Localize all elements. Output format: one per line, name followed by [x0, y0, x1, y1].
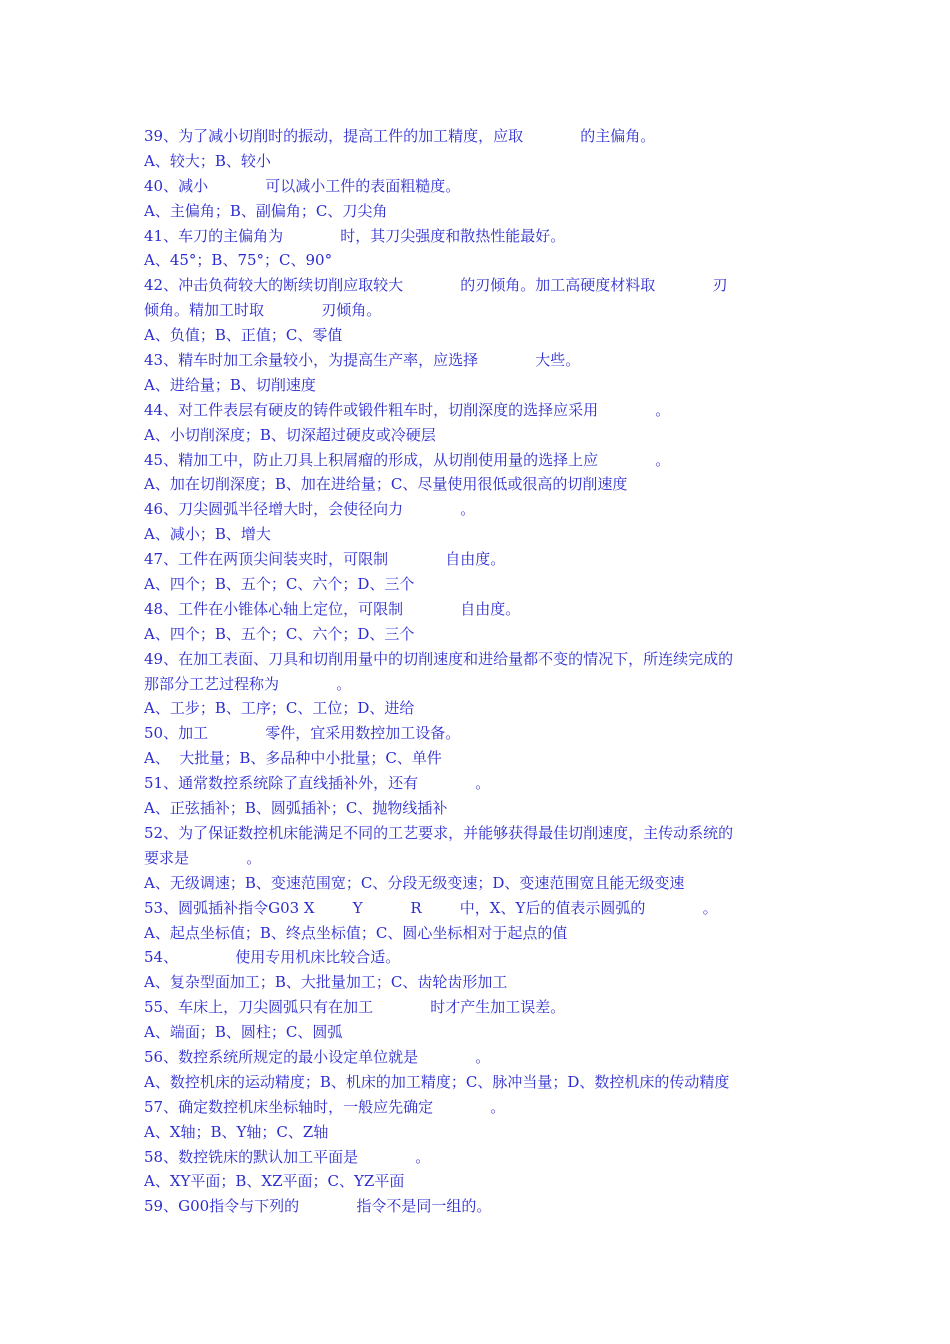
- question-56: 56、数控系统所规定的最小设定单位就是 。: [144, 1047, 491, 1066]
- options-39: A、较大；B、较小: [144, 151, 271, 170]
- options-53: A、起点坐标值；B、终点坐标值；C、圆心坐标相对于起点的值: [144, 923, 568, 942]
- question-59: 59、G00指令与下列的 指令不是同一组的。: [144, 1197, 492, 1216]
- question-46: 46、刀尖圆弧半径增大时，会使径向力 。: [144, 500, 476, 519]
- options-54: A、复杂型面加工；B、大批量加工；C、齿轮齿形加工: [144, 973, 508, 992]
- options-55: A、端面；B、圆柱；C、圆弧: [144, 1023, 343, 1042]
- options-45: A、加在切削深度；B、加在进给量；C、尽量使用很低或很高的切削速度: [144, 475, 628, 494]
- question-49-cont: 那部分工艺过程称为 。: [144, 674, 352, 693]
- question-42-cont: 倾角。精加工时取 刃倾角。: [144, 301, 382, 320]
- options-47: A、四个；B、五个；C、六个；D、三个: [144, 575, 415, 594]
- document-page: [144, 124, 804, 1219]
- question-50: 50、加工 零件，宜采用数控加工设备。: [144, 724, 461, 743]
- question-52-cont: 要求是 。: [144, 848, 262, 867]
- question-49: 49、在加工表面、刀具和切削用量中的切削速度和进给量都不变的情况下，所连续完成的: [144, 649, 734, 668]
- question-47: 47、工件在两顶尖间装夹时，可限制 自由度。: [144, 550, 506, 569]
- options-50: A、 大批量；B、多品种中小批量；C、单件: [144, 749, 442, 768]
- question-53: 53、圆弧插补指令G03 X Y R 中，X、Y后的值表示圆弧的 。: [144, 898, 718, 917]
- question-42: 42、冲击负荷较大的断续切削应取较大 的刃倾角。加工高硬度材料取 刃: [144, 276, 728, 295]
- question-51: 51、通常数控系统除了直线插补外，还有 。: [144, 774, 491, 793]
- question-48: 48、工件在小锥体心轴上定位，可限制 自由度。: [144, 599, 521, 618]
- options-46: A、减小；B、增大: [144, 525, 271, 544]
- question-40: 40、减小 可以减小工件的表面粗糙度。: [144, 176, 461, 195]
- question-58: 58、数控铣床的默认加工平面是 。: [144, 1147, 431, 1166]
- options-57: A、X轴；B、Y轴；C、Z轴: [144, 1122, 329, 1141]
- options-43: A、进给量；B、切削速度: [144, 375, 316, 394]
- options-58: A、XY平面；B、XZ平面；C、YZ平面: [144, 1172, 405, 1191]
- options-56: A、数控机床的运动精度；B、机床的加工精度；C、脉冲当量；D、数控机床的传动精度: [144, 1072, 730, 1091]
- options-41: A、45°；B、75°；C、90°: [144, 251, 333, 270]
- question-43: 43、精车时加工余量较小，为提高生产率，应选择 大些。: [144, 351, 581, 370]
- question-54: 54、 使用专用机床比较合适。: [144, 948, 401, 967]
- question-45: 45、精加工中，防止刀具上积屑瘤的形成，从切削使用量的选择上应 。: [144, 450, 671, 469]
- options-44: A、小切削深度；B、切深超过硬皮或冷硬层: [144, 425, 436, 444]
- options-42: A、负值；B、正值；C、零值: [144, 326, 343, 345]
- question-55: 55、车床上，刀尖圆弧只有在加工 时才产生加工误差。: [144, 998, 566, 1017]
- options-52: A、无级调速；B、变速范围宽；C、分段无级变速；D、变速范围宽且能无级变速: [144, 873, 685, 892]
- question-57: 57、确定数控机床坐标轴时，一般应先确定 。: [144, 1097, 506, 1116]
- options-40: A、主偏角；B、副偏角；C、刀尖角: [144, 201, 388, 220]
- question-52: 52、为了保证数控机床能满足不同的工艺要求，并能够获得最佳切削速度，主传动系统的: [144, 823, 734, 842]
- options-49: A、工步；B、工序；C、工位；D、进给: [144, 699, 415, 718]
- options-51: A、正弦插补；B、圆弧插补；C、抛物线插补: [144, 799, 448, 818]
- question-39: 39、为了减小切削时的振动，提高工件的加工精度，应取 的主偏角。: [144, 127, 656, 145]
- question-41: 41、车刀的主偏角为 时，其刀尖强度和散热性能最好。: [144, 226, 566, 245]
- options-48: A、四个；B、五个；C、六个；D、三个: [144, 624, 415, 643]
- question-44: 44、对工件表层有硬皮的铸件或锻件粗车时，切削深度的选择应采用 。: [144, 400, 671, 419]
